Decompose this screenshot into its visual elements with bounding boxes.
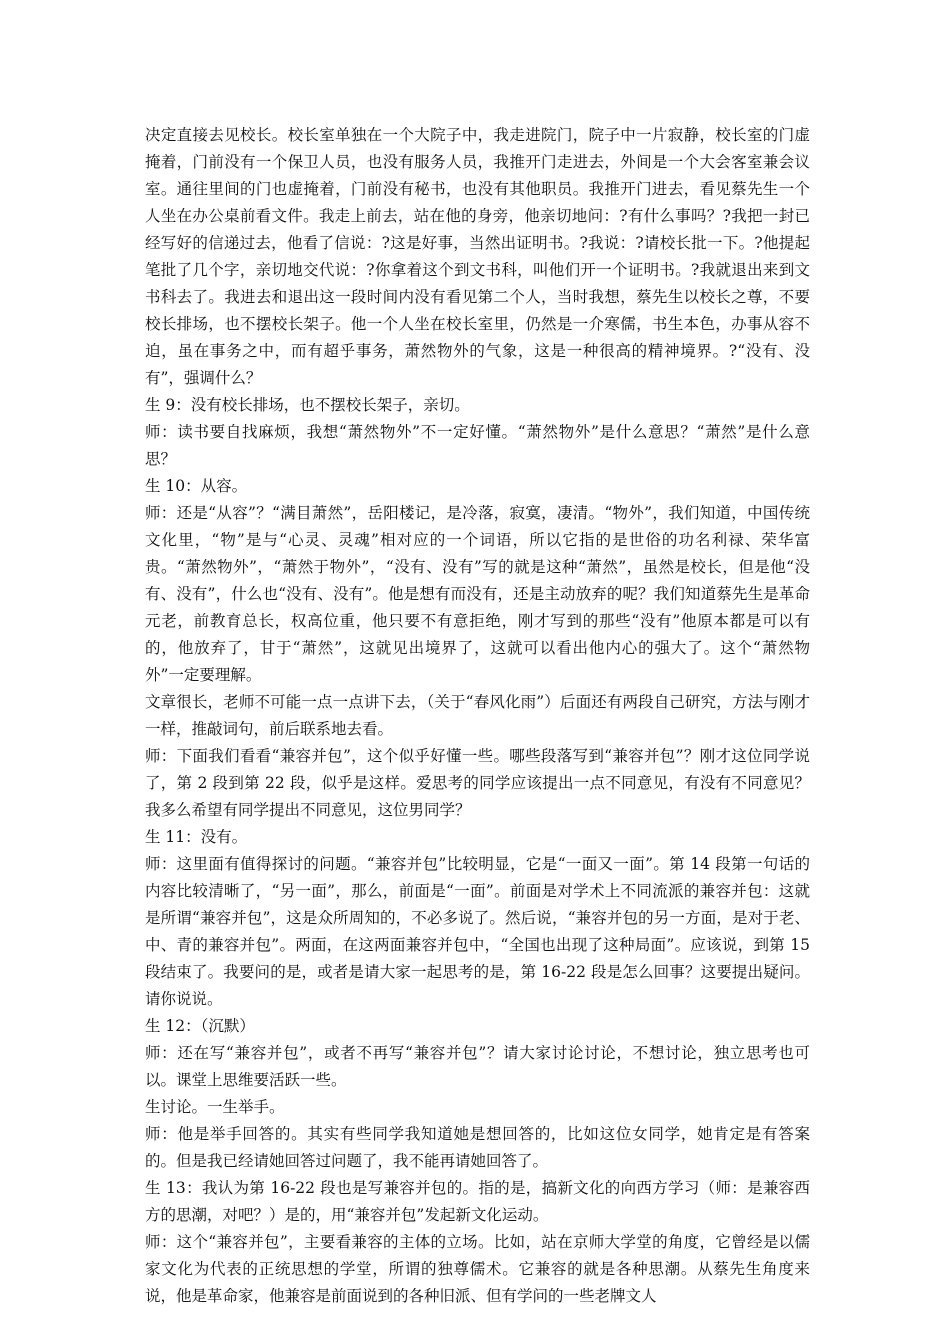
document-body: [145, 122, 810, 1310]
paragraph: 师：这个“兼容并包”，主要看兼容的主体的立场。比如，站在京师大学堂的角度，它曾经是以儒家文化为代表的正统思想的学堂，所谓的独尊儒术。它兼容的就是各种思潮。从蔡先生角度来说，他是革命家，他兼容是前面说到的各种旧派、但有学问的一些老牌文人: [145, 1233, 810, 1305]
paragraph: 文章很长，老师不可能一点一点讲下去，（关于“春风化雨”）后面还有两段自己研究，方法与刚才一样，推敲词句，前后联系地去看。: [145, 693, 810, 738]
paragraph: 师：他是举手回答的。其实有些同学我知道她是想回答的，比如这位女同学，她肯定是有答案的。但是我已经请她回答过问题了，我不能再请她回答了。: [145, 1125, 810, 1170]
paragraph: 生 12：（沉默）: [145, 1017, 255, 1035]
paragraph: 生 13：我认为第 16-22 段也是写兼容并包的。指的是，搞新文化的向西方学习（师：是兼容西方的思潮，对吧？）是的，用“兼容并包”发起新文化运动。: [145, 1179, 810, 1224]
paragraph: 生 9：没有校长排场，也不摆校长架子，亲切。: [145, 396, 470, 414]
paragraph: 师：读书要自找麻烦，我想“萧然物外”不一定好懂。“萧然物外”是什么意思？“萧然”是什么意思？: [145, 423, 810, 468]
paragraph: 决定直接去见校长。校长室单独在一个大院子中，我走进院门，院子中一片寂静，校长室的门虚掩着，门前没有一个保卫人员，也没有服务人员，我推开门走进去，外间是一个大会客室兼会议室。通往里间的门也虚掩着，门前没有秘书，也没有其他职员。我推开门进去，看见蔡先生一个人坐在办公桌前看文件。我走上前去，站在他的身旁，他亲切地问：?有什么事吗？?我把一封已经写好的信递过去，他看了信说：?这是好事，当然出证明书。?我说：?请校长批一下。?他提起笔批了几个字，亲切地交代说：?你拿着这个到文书科，叫他们开一个证明书。?我就退出来到文书科去了。我进去和退出这一段时间内没有看见第二个人，当时我想，蔡先生以校长之尊，不要校长排场，也不摆校长架子。他一个人坐在校长室里，仍然是一介寒儒，书生本色，办事从容不迫，虽在事务之中，而有超乎事务，萧然物外的气象，这是一种很高的精神境界。?“没有、没有”，强调什么？: [145, 126, 810, 387]
paragraph: 师：还是“从容”？“满目萧然”，岳阳楼记，是冷落，寂寞，凄清。“物外”，我们知道，中国传统文化里，“物”是与“心灵、灵魂”相对应的一个词语，所以它指的是世俗的功名利禄、荣华富贵。“萧然物外”，“萧然于物外”，“没有、没有”写的就是这种“萧然”，虽然是校长，但是他“没有、没有”，什么也“没有、没有”。他是想有而没有，还是主动放弃的呢？我们知道蔡先生是革命元老，前教育总长，权高位重，他只要不有意拒绝，刚才写到的那些“没有”他原本都是可以有的，他放弃了，甘于“萧然”，这就见出境界了，这就可以看出他内心的强大了。这个“萧然物外”一定要理解。: [145, 504, 810, 684]
paragraph: 生讨论。一生举手。: [145, 1098, 285, 1116]
paragraph: 生 11：没有。: [145, 828, 248, 846]
paragraph: 师：还在写“兼容并包”，或者不再写“兼容并包”？请大家讨论讨论，不想讨论，独立思考也可以。课堂上思维要活跃一些。: [145, 1044, 810, 1089]
paragraph: 师：这里面有值得探讨的问题。“兼容并包”比较明显，它是“一面又一面”。第 14 段第一句话的内容比较清晰了，“另一面”，那么，前面是“一面”。前面是对学术上不同流派的兼容并包：这就是所谓“兼容并包”，这是众所周知的，不必多说了。然后说，“兼容并包的另一方面，是对于老、中、青的兼容并包”。两面，在这两面兼容并包中，“全国也出现了这种局面”。应该说，到第 15 段结束了。我要问的是，或者是请大家一起思考的是，第 16-22 段是怎么回事？这要提出疑问。请你说说。: [145, 855, 810, 1008]
paragraph: 师：下面我们看看“兼容并包”，这个似乎好懂一些。哪些段落写到“兼容并包”？刚才这位同学说了，第 2 段到第 22 段，似乎是这样。爱思考的同学应该提出一点不同意见，有没有不同意见？我多么希望有同学提出不同意见，这位男同学？: [145, 747, 810, 819]
paragraph: 生 10：从容。: [145, 477, 248, 495]
